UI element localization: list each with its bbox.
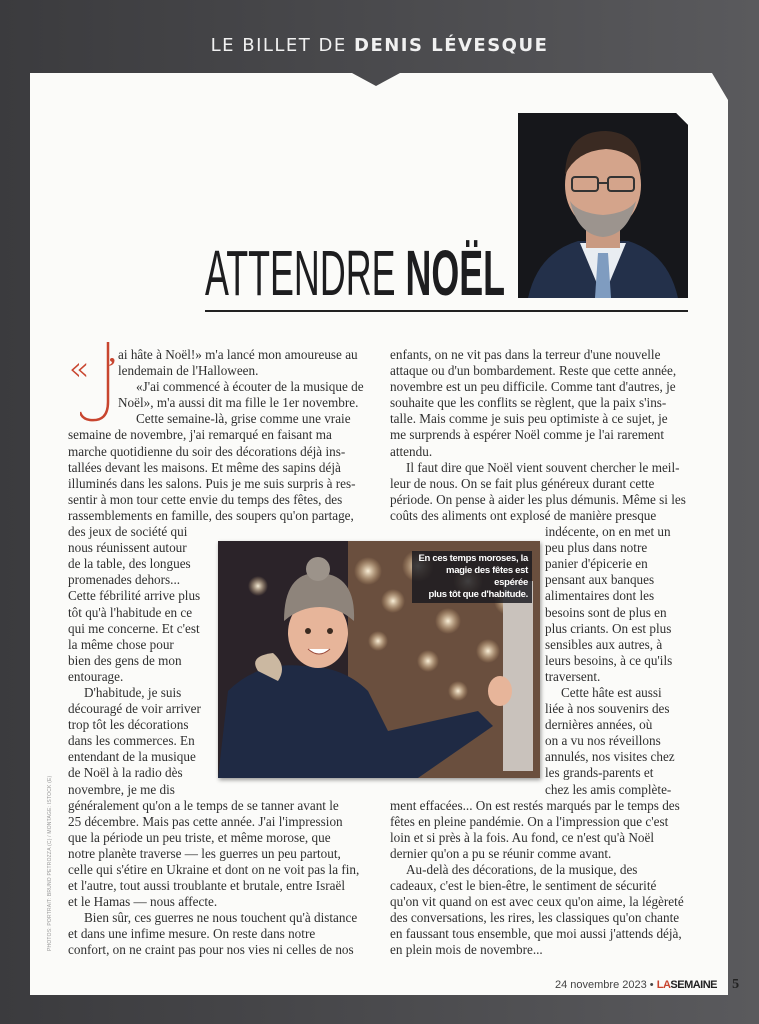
- footer-separator: •: [649, 979, 654, 991]
- article-line: Cette hâte est aussi: [561, 684, 662, 700]
- article-line: pensant aux banques: [545, 572, 655, 588]
- article-line: traversent.: [545, 668, 601, 684]
- page-footer: [555, 977, 739, 993]
- article-line: Bien sûr, ces guerres ne nous touchent qu'à distance: [84, 910, 358, 926]
- article-line: «J'ai commencé à écouter de la musique de: [136, 379, 364, 395]
- article-line: peu plus dans notre: [545, 540, 648, 556]
- author-portrait: [518, 113, 688, 298]
- article-line: nous réunissent autour: [68, 540, 187, 556]
- article-line: me surprends à espérer Noël comme je l'ai rarement: [390, 427, 665, 443]
- article-line: notre planète traverse — les guerres un peu partout,: [68, 845, 341, 861]
- title-rule: [205, 310, 688, 312]
- article-line: en plein mois de novembre...: [390, 942, 543, 958]
- article-line: illuminés dans les salons. Puis je me suis surpris à res-: [68, 475, 356, 491]
- photo-credit: PHOTOS: PORTRAIT: BRUNO PETROZZA (C) / MONTAGE: ISTOCK (E): [47, 775, 53, 951]
- article-line: sentir à mon tour cette envie du temps des fêtes, des: [68, 491, 343, 507]
- article-line: entourage.: [68, 668, 124, 684]
- article-line: souhaite que les conflits se règlent, que la paix s'ins-: [390, 395, 667, 411]
- article-line: ment effacées... On est restés marqués par le temps des: [390, 797, 680, 813]
- article-line: leurs besoins, à ce qu'ils: [545, 652, 673, 668]
- article-line: semaine de novembre, j'ai remarqué en faisant ma: [68, 427, 332, 443]
- article-line: enfants, on ne vit pas dans la terreur d'une nouvelle: [390, 347, 661, 362]
- article-line: loin et si près à la fois. Au fond, ce n'est qu'à Noël: [390, 829, 655, 845]
- article-line: découragé de voir arriver: [68, 701, 201, 717]
- article-line: période. On pense à aider les plus démunis. Même si les: [390, 491, 686, 507]
- article-line: et le Hamas — nous affecte.: [68, 894, 218, 910]
- article-line: alimentaires dont les: [545, 588, 655, 604]
- article-line: dans les commerces. En: [68, 733, 195, 749]
- article-line: D'habitude, je suis: [84, 684, 182, 700]
- page-number: 5: [732, 977, 740, 992]
- article-line: lendemain de l'Halloween.: [118, 363, 259, 379]
- article-line: on a vu nos réveillons: [545, 733, 661, 749]
- christmas-child-photo: [218, 541, 540, 778]
- article-line: qu'on vit quand on est avec ceux qu'on aime, la légèreté: [390, 894, 684, 910]
- article-line: cadeaux, c'est le bien-être, le sentiment de sécurité: [390, 878, 657, 894]
- article-line: en faussant tous ensemble, que moi aussi j'attends déjà,: [390, 926, 682, 942]
- brand-semaine: SEMAINE: [670, 979, 718, 991]
- article-line: attendu.: [390, 443, 433, 459]
- article-line: ai hâte à Noël!» m'a lancé mon amoureuse au: [118, 347, 358, 362]
- article-line: novembre, je me dis: [68, 781, 175, 797]
- article-line: rassemblements en famille, des soupers qu'on partage,: [68, 507, 354, 523]
- article-line: Cette semaine-là, grise comme une vraie: [136, 411, 351, 427]
- author-name: DENIS LÉVESQUE: [354, 35, 549, 56]
- section-header: [0, 35, 759, 56]
- dropcap-quote: «: [68, 349, 89, 389]
- article-line: plus criants. On est plus: [545, 620, 672, 636]
- article-line: dernier qu'on a pu se réunir comme avant.: [390, 845, 612, 861]
- article-line: celle qui s'étire en Ukraine et dont on ne voit pas la fin,: [68, 862, 360, 877]
- article-line: marche quotidienne du soir des décorations déjà ins-: [68, 443, 346, 459]
- article-line: qui me concerne. Et c'est: [68, 620, 200, 636]
- article-line: de Noël à la radio dès: [68, 765, 183, 781]
- article-line: confort, on ne craint pas pour nos vies ni celles de nos: [68, 942, 354, 958]
- article-line: généralement qu'on a le temps de se tanner avant le: [68, 797, 339, 813]
- article-line: 25 décembre. Mais pas cette année. J'ai l'impression: [68, 813, 343, 829]
- article-line: Noël», m'a aussi dit ma fille le 1er novembre.: [118, 395, 359, 411]
- article-line: bien des gens de mon: [68, 652, 182, 668]
- article-line: tallées devant les maisons. Et même des sapins déjà: [68, 459, 341, 475]
- article-line: les grands-parents et: [545, 765, 654, 781]
- svg-text:,: ,: [109, 340, 116, 368]
- article-line: promenades dehors...: [68, 572, 181, 588]
- article-line: leur de nous. On se fait plus généreux durant cette: [390, 475, 655, 491]
- article-line: besoins sont de plus en: [545, 604, 667, 620]
- article-line: et dans une infime mesure. On reste dans notre: [68, 926, 316, 942]
- article-line: talle. Mais comme je suis peu optimiste à ce sujet, je: [390, 411, 668, 427]
- article-line: Au-delà des décorations, de la musique, des: [406, 862, 638, 877]
- article-line: sensibles aux autres, à: [545, 636, 663, 652]
- article-line: liée à nos souvenirs des: [545, 701, 670, 717]
- caption-line: plus tôt que d'habitude.: [428, 589, 528, 600]
- article-line: panier d'épicerie en: [545, 556, 648, 572]
- article-line: indécente, on en met un: [545, 524, 671, 540]
- article-line: novembre est un peu difficile. Comme tant d'autres, je: [390, 379, 676, 395]
- article-line: la même chose pour: [68, 636, 174, 652]
- article-line: trop tôt les décorations: [68, 717, 189, 733]
- article-line: que la période un peu triste, et même morose, que: [68, 829, 331, 845]
- article-line: et l'autre, tout aussi troublante et brutale, entre Israël: [68, 878, 346, 894]
- article-line: chez les amis complète-: [545, 781, 672, 797]
- article-line: annulés, nos visites chez: [545, 749, 675, 765]
- caption-line: magie des fêtes est espérée: [446, 565, 528, 588]
- article-line: des conversations, les rires, les classiques qu'on chante: [390, 910, 680, 926]
- brand-la: LA: [656, 979, 671, 991]
- photo-caption: [412, 551, 532, 603]
- article-line: Cette fébrilité arrive plus: [68, 588, 201, 604]
- article-line: de la table, des longues: [68, 556, 191, 572]
- section-prefix: LE BILLET DE: [210, 35, 347, 56]
- article-line: tôt qu'à l'habitude en ce: [68, 604, 193, 620]
- article-line: entendant de la musique: [68, 749, 196, 765]
- article-line: des jeux de société qui: [68, 524, 188, 540]
- issue-date: 24 novembre 2023: [555, 979, 647, 991]
- article-line: dernières années, où: [545, 717, 653, 733]
- article-line: Il faut dire que Noël vient souvent chercher le meil-: [406, 459, 680, 475]
- title-light: ATTENDRE: [205, 237, 396, 309]
- title-bold: NOËL: [405, 237, 505, 309]
- article-line: attaque ou d'un bombardement. Reste que cette année,: [390, 363, 677, 379]
- article-line: coûts des aliments ont explosé de manière presque: [390, 507, 657, 523]
- article-title: [205, 237, 505, 309]
- caption-line: En ces temps moroses, la: [418, 553, 528, 564]
- article-line: fêtes en pleine pandémie. On a l'impression que c'est: [390, 813, 669, 829]
